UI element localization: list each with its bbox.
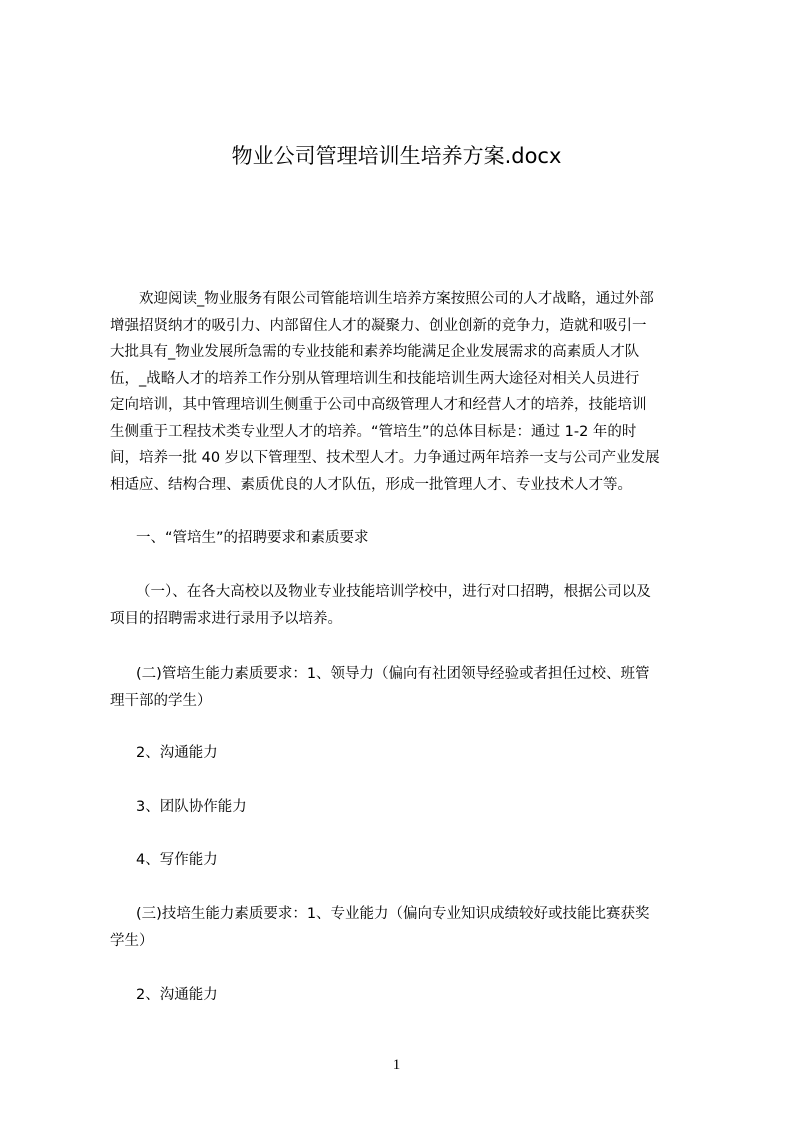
intro-line: 间，培养一批 40 岁以下管理型、技术型人才。力争通过两年培养一支与公司产业发展: [110, 450, 660, 466]
intro-paragraph: [110, 286, 706, 498]
subsection-1-line: （一）、在各大高校以及物业专业技能培训学校中，进行对口招聘，根据公司以及: [136, 584, 651, 600]
subsection-2: [110, 661, 706, 714]
list-item: 3、团队协作能力: [136, 799, 247, 815]
subsection-3-line: 学生）: [110, 932, 154, 949]
intro-line: 相适应、结构合理、素质优良的人才队伍，形成一批管理人才、专业技术人才等。: [110, 476, 632, 493]
section-heading-text: 一、“管培生”的招聘要求和素质要求: [136, 530, 369, 546]
document-title: 物业公司管理培训生培养方案.docx: [231, 144, 562, 168]
list-item: 4、写作能力: [136, 852, 218, 868]
subsection-3: [110, 901, 706, 954]
intro-line: 伍，_战略人才的培养工作分别从管理培训生和技能培训生两大途径对相关人员进行: [110, 370, 640, 387]
intro-line: 生侧重于工程技术类专业型人才的培养。“管培生”的总体目标是：通过 1-2 年的时: [110, 423, 637, 440]
subsection-2-item: [110, 740, 706, 767]
subsection-2-item: [110, 847, 706, 874]
intro-line: 大批具有_物业发展所急需的专业技能和素养均能满足企业发展需求的高素质人才队: [110, 344, 640, 360]
subsection-3-item: [110, 982, 706, 1009]
list-item: 2、沟通能力: [136, 987, 218, 1003]
intro-line: 定向培训，其中管理培训生侧重于公司中高级管理人才和经营人才的培养，技能培训: [110, 397, 647, 413]
subsection-2-line: (二)管培生能力素质要求：1、领导力（偏向有社团领导经验或者担任过校、班管: [136, 666, 650, 682]
list-item: 2、沟通能力: [136, 745, 218, 761]
page-number: 1: [392, 1057, 401, 1073]
subsection-2-item: [110, 794, 706, 821]
section-heading: [110, 525, 706, 552]
subsection-1-line: 项目的招聘需求进行录用予以培养。: [110, 610, 342, 627]
subsection-3-line: (三)技培生能力素质要求：1、专业能力（偏向专业知识成绩较好或技能比赛获奖: [136, 906, 650, 922]
intro-line: 欢迎阅读_物业服务有限公司管能培训生培养方案按照公司的人才战略，通过外部: [139, 291, 654, 307]
intro-line: 增强招贤纳才的吸引力、内部留住人才的凝聚力、创业创新的竞争力，造就和吸引一: [110, 317, 647, 334]
subsection-1: [110, 579, 706, 632]
subsection-2-line: 理干部的学生）: [110, 692, 212, 709]
